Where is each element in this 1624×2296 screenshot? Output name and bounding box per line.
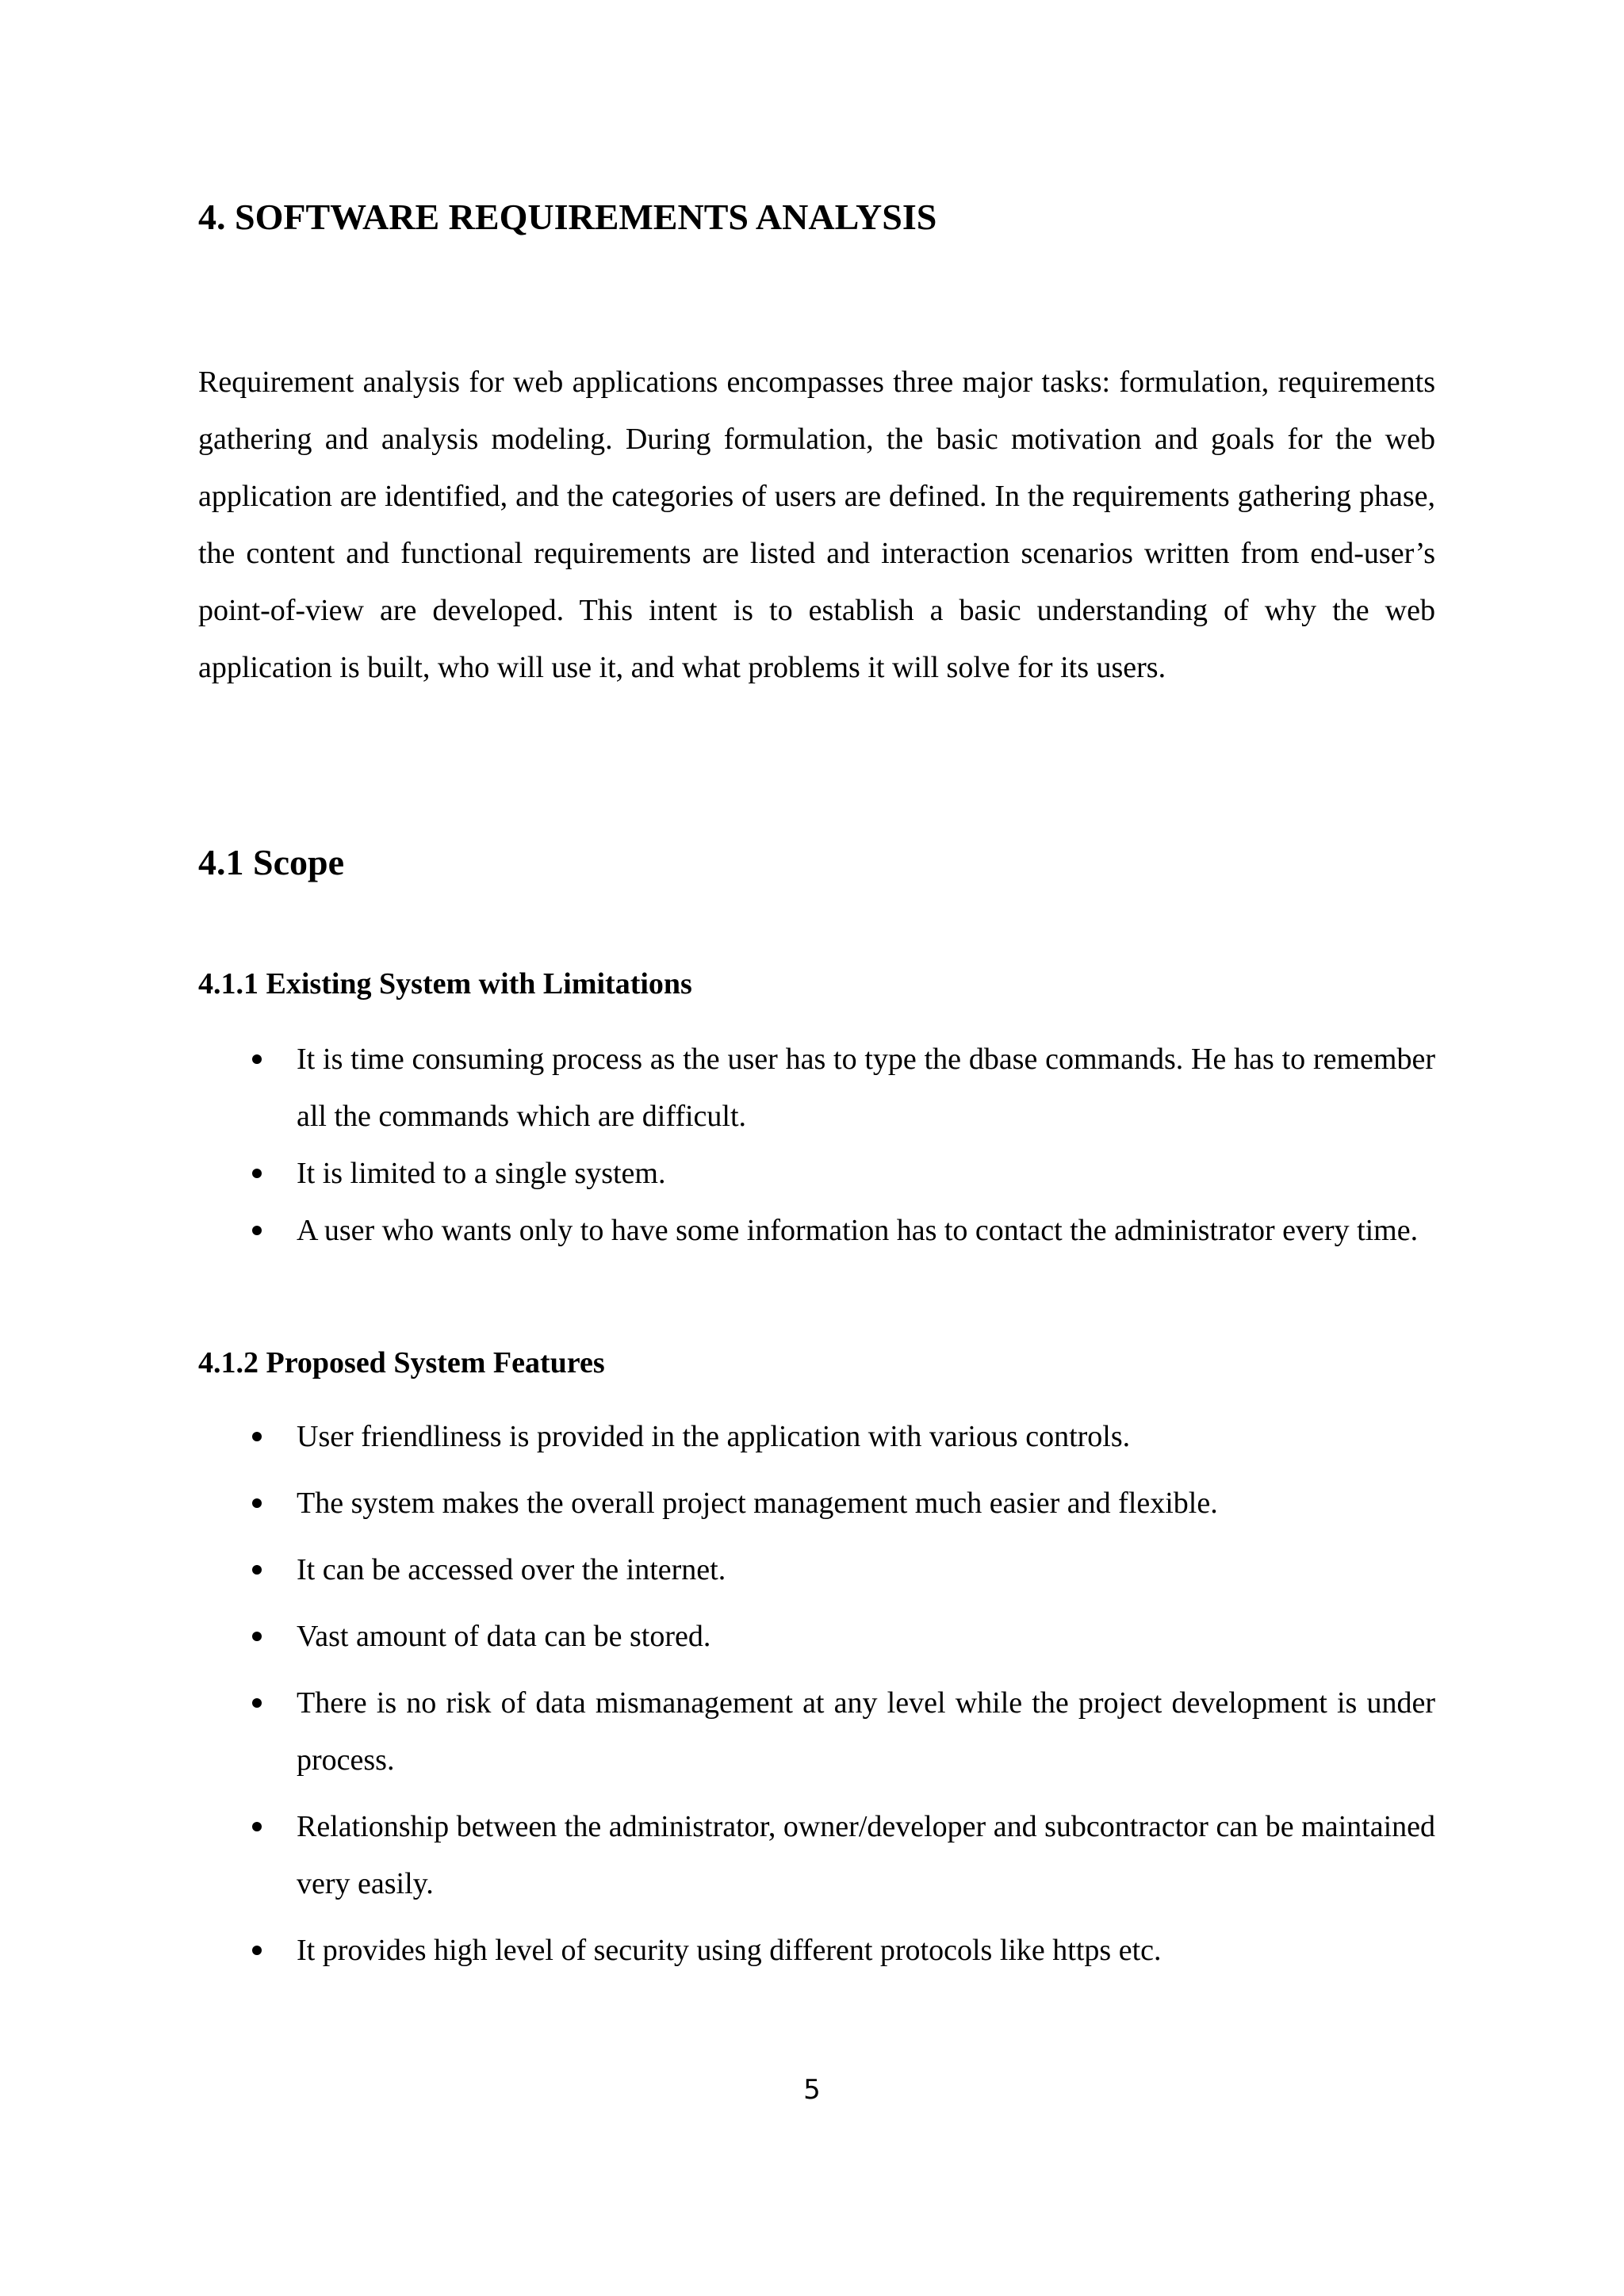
list-item-text: It is time consuming process as the user has to type the dbase commands. He has to remember all the commands which are difficult. <box>297 1043 1435 1133</box>
list-item <box>0 1798 1435 1912</box>
bullet-icon <box>252 1169 262 1178</box>
list-item-text: It is limited to a single system. <box>297 1157 666 1190</box>
bullet-icon <box>252 1226 262 1235</box>
list-item <box>0 1922 1435 1979</box>
list-item <box>0 1145 1435 1202</box>
list-item <box>0 1202 1435 1259</box>
list-item-text: Relationship between the administrator, owner/developer and subcontractor can be maintained very easily. <box>297 1810 1435 1900</box>
page-number: 5 <box>803 2074 821 2106</box>
list-item <box>0 1674 1435 1789</box>
list-item-text: It provides high level of security using different protocols like https etc. <box>297 1934 1162 1967</box>
list-item-text: Vast amount of data can be stored. <box>297 1620 711 1653</box>
bullet-icon <box>252 1565 262 1575</box>
list-item <box>0 1408 1435 1465</box>
bullet-icon <box>252 1822 262 1831</box>
list-item <box>0 1031 1435 1145</box>
list-item-text: There is no risk of data mismanagement at any level while the project development is under process. <box>297 1686 1435 1777</box>
list-item-text: It can be accessed over the internet. <box>297 1553 726 1586</box>
bullet-icon <box>252 1946 262 1955</box>
intro-paragraph: Requirement analysis for web applications encompasses three major tasks: formulation, requirements gathering and analysis modeling. During formulation, the basic motivation and goals for the web application are identified, and the categories of users are defined. In the requirements gathering phase, the content and functional requirements are listed and interaction scenarios written from end-user’s point-of-view are developed. This intent is to establish a basic understanding of why the web application is built, who will use it, and what problems it will solve for its users. <box>198 365 1435 684</box>
bullet-icon <box>252 1498 262 1508</box>
bullet-icon <box>252 1698 262 1708</box>
chapter-heading: 4. SOFTWARE REQUIREMENTS ANALYSIS <box>198 197 937 237</box>
list-item <box>0 1608 1435 1665</box>
bullet-icon <box>252 1432 262 1441</box>
list-item-text: The system makes the overall project management much easier and flexible. <box>297 1487 1218 1520</box>
list-item-text: User friendliness is provided in the application with various controls. <box>297 1420 1131 1453</box>
proposed-system-list <box>0 1408 1624 1988</box>
existing-system-list <box>0 1031 1624 1259</box>
bullet-icon <box>252 1054 262 1064</box>
bullet-icon <box>252 1632 262 1641</box>
list-item <box>0 1475 1435 1532</box>
existing-system-heading: 4.1.1 Existing System with Limitations <box>198 967 692 1001</box>
list-item <box>0 1541 1435 1598</box>
proposed-system-heading: 4.1.2 Proposed System Features <box>198 1346 605 1380</box>
scope-heading: 4.1 Scope <box>198 842 344 882</box>
list-item-text: A user who wants only to have some information has to contact the administrator every time. <box>297 1214 1419 1247</box>
